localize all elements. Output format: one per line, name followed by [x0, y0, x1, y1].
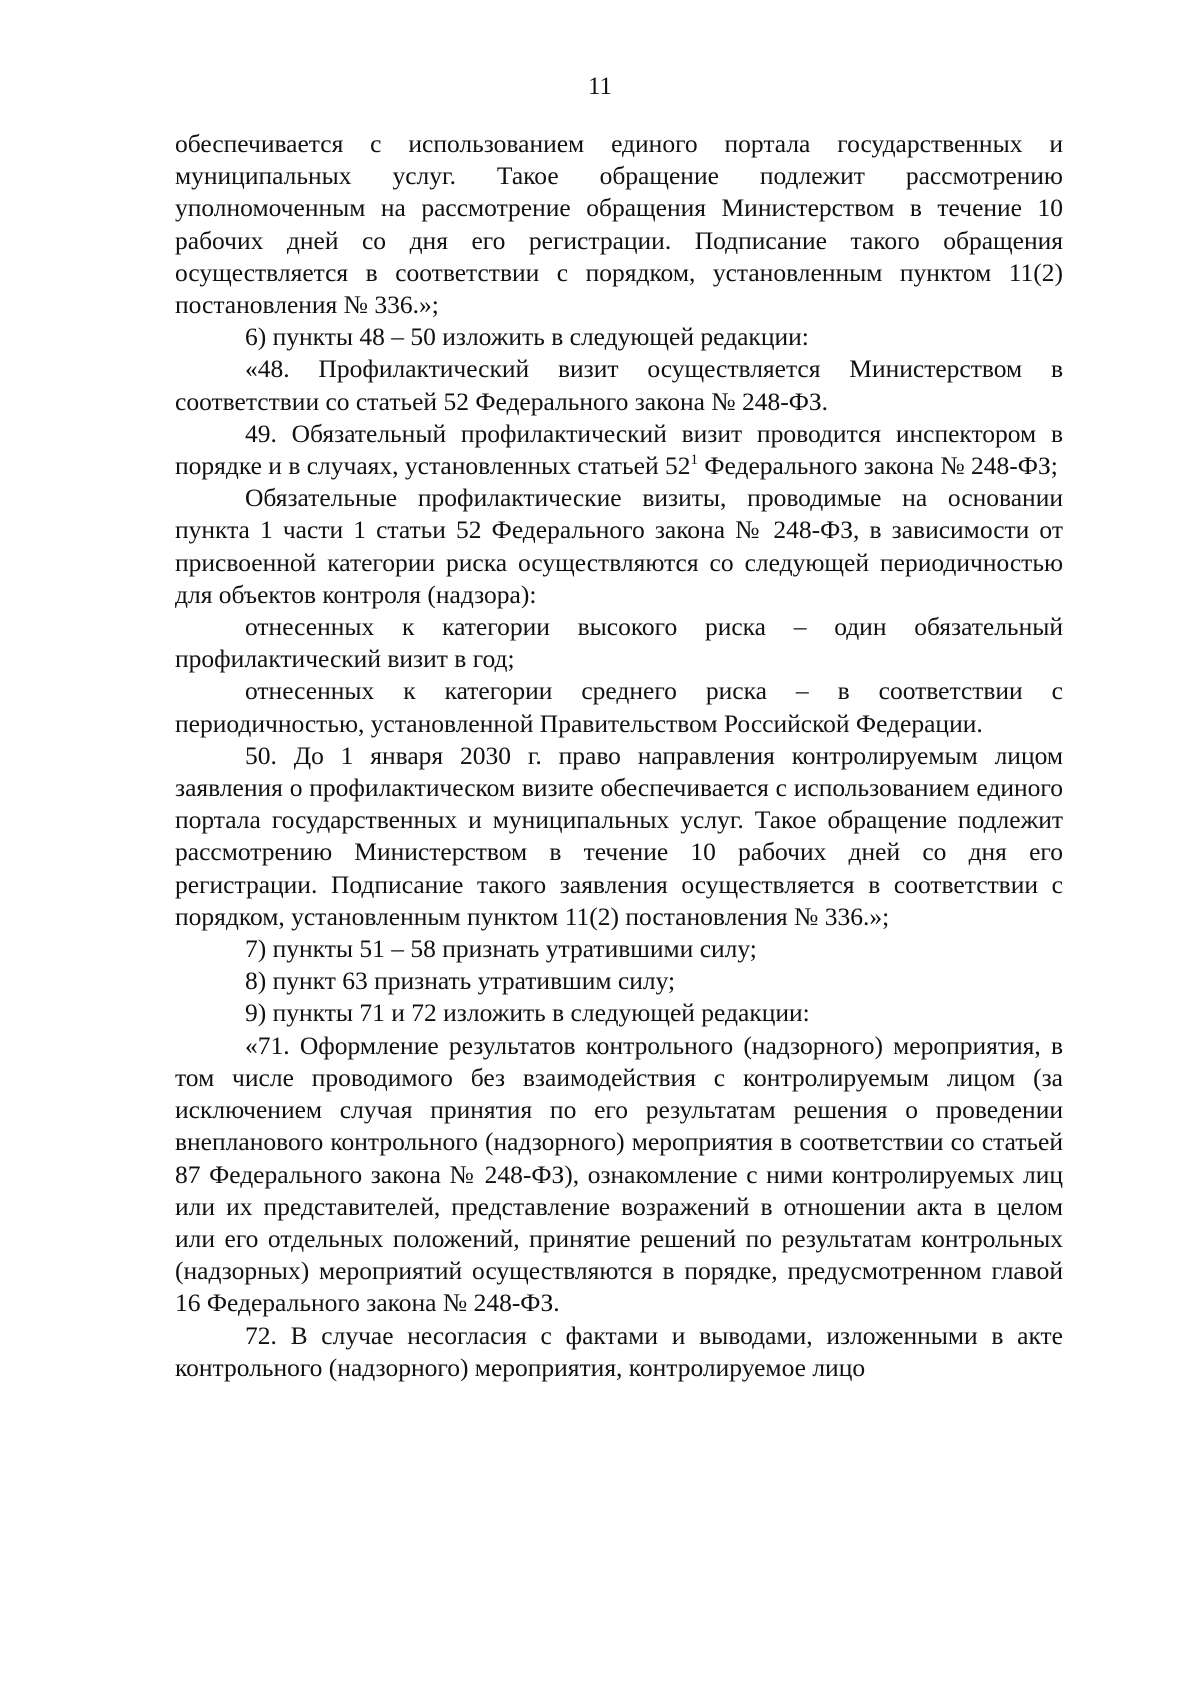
paragraph-point-49-text: 49. Обязательный профилактический визит проводится инспектором в порядке и в случаях, установленных статьей 52	[175, 418, 1063, 481]
paragraph-point-71: «71. Оформление результатов контрольного (надзорного) мероприятия, в том числе проводимого без взаимодействия с контролируемым лицом (за исключением случая принятия по его результатам решения о проведении внепланового контрольного (надзорного) мероприятия в соответствии со статьей 87 Федерального закона № 248-ФЗ), ознакомление с ними контролируемых лиц или их представителей, представление возражений в отношении акта в целом или его отдельных положений, принятие решений по результатам контрольных (надзорных) мероприятий осуществляются в порядке, предусмотренном главой 16 Федерального закона № 248-ФЗ.	[175, 1030, 1063, 1318]
document-body	[175, 128, 1063, 1384]
paragraph-point-72: 72. В случае несогласия с фактами и выводами, изложенными в акте контрольного (надзорного) мероприятия, контролируемое лицо	[175, 1320, 1063, 1382]
paragraph-item-6: 6) пункты 48 – 50 изложить в следующей редакции:	[245, 322, 809, 352]
paragraph-medium-risk: отнесенных к категории среднего риска – в соответствии с периодичностью, установленной Правительством Российской Федерации.	[175, 676, 1063, 738]
paragraph-point-49-tail: Федерального закона № 248-ФЗ;	[697, 451, 1058, 481]
paragraph-mandatory-visits: Обязательные профилактические визиты, проводимые на основании пункта 1 части 1 статьи 52 Федерального закона № 248-ФЗ, в зависимости от присвоенной категории риска осуществляются со следующей периодичностью для объектов контроля (надзора):	[175, 483, 1063, 609]
paragraph-point-48: «48. Профилактический визит осуществляется Министерством в соответствии со статьей 52 Федерального закона № 248-ФЗ.	[175, 354, 1063, 416]
paragraph-point-49	[175, 418, 1063, 482]
superscript-marker: 1	[690, 452, 698, 469]
paragraph-item-8: 8) пункт 63 признать утратившим силу;	[245, 966, 676, 996]
paragraph-high-risk: отнесенных к категории высокого риска – один обязательный профилактический визит в год;	[175, 612, 1063, 674]
paragraph-item-9: 9) пункты 71 и 72 изложить в следующей редакции:	[245, 998, 810, 1028]
paragraph-point-50: 50. До 1 января 2030 г. право направления контролируемым лицом заявления о профилактическом визите обеспечивается с использованием единого портала государственных и муниципальных услуг. Такое обращение подлежит рассмотрению Министерством в течение 10 рабочих дней со дня его регистрации. Подписание такого заявления осуществляется в соответствии с порядком, установленным пунктом 11(2) постановления № 336.»;	[175, 740, 1063, 931]
paragraph-continuation: обеспечивается с использованием единого портала государственных и муниципальных услуг. Такое обращение подлежит рассмотрению уполномоченным на рассмотрение обращения Министерством в течение 10 рабочих дней со дня его регистрации. Подписание такого обращения осуществляется в соответствии с порядком, установленным пунктом 11(2) постановления № 336.»;	[175, 129, 1063, 320]
paragraph-item-7: 7) пункты 51 – 58 признать утратившими силу;	[245, 934, 757, 964]
page-number: 11	[587, 73, 613, 100]
